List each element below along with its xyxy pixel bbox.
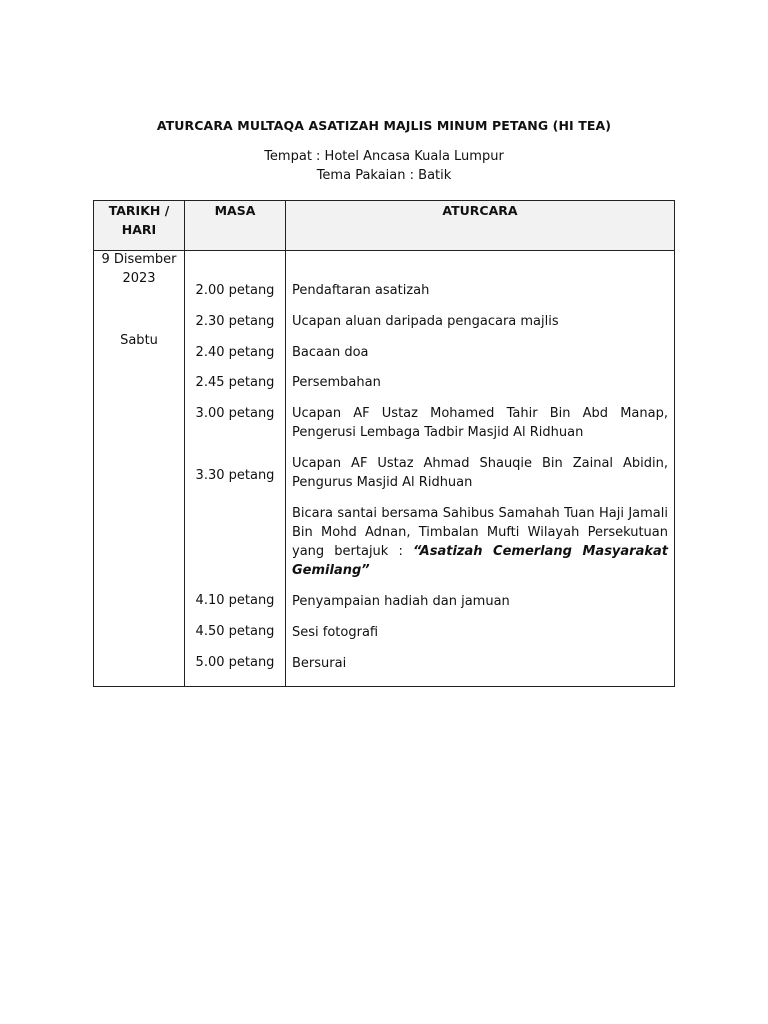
schedule-table bbox=[93, 200, 675, 687]
header-time: MASA bbox=[214, 203, 256, 218]
column-divider bbox=[184, 201, 185, 686]
header-program: ATURCARA bbox=[442, 203, 518, 218]
talk-title: “Asatizah Cemerlang Masyarakat Gemilang” bbox=[292, 544, 668, 578]
program-item: Sesi fotografi bbox=[292, 625, 379, 640]
header-date-day bbox=[94, 201, 184, 239]
program-item: Bersurai bbox=[292, 656, 347, 671]
program-item-talk bbox=[292, 504, 668, 580]
date-line2: 2023 bbox=[122, 271, 156, 286]
time-cell: 2.40 petang bbox=[195, 345, 275, 360]
column-divider bbox=[285, 201, 286, 686]
date-cell bbox=[94, 250, 184, 288]
time-cell: 2.45 petang bbox=[195, 375, 275, 390]
program-item: Ucapan AF Ustaz Mohamed Tahir Bin Abd Manap, Pengerusi Lembaga Tadbir Masjid Al Ridhuan bbox=[292, 406, 668, 440]
program-item: Pendaftaran asatizah bbox=[292, 283, 430, 298]
header-date-day-line1: TARIKH / bbox=[108, 203, 170, 218]
program-item: Penyampaian hadiah dan jamuan bbox=[292, 594, 510, 609]
document-title: ATURCARA MULTAQA ASATIZAH MAJLIS MINUM PETANG (HI TEA) bbox=[156, 118, 612, 133]
time-cell: 3.00 petang bbox=[195, 406, 275, 421]
date-line1: 9 Disember bbox=[101, 252, 177, 267]
program-item: Persembahan bbox=[292, 375, 381, 390]
talk-text: Bicara santai bersama Sahibus Samahah Tuan Haji Jamali Bin Mohd Adnan, Timbalan Mufti Wilayah Persekutuan yang bertajuk : bbox=[292, 506, 668, 559]
time-cell: 4.10 petang bbox=[195, 593, 275, 608]
program-item: Bacaan doa bbox=[292, 345, 369, 360]
program-item: Ucapan AF Ustaz Ahmad Shauqie Bin Zainal Abidin, Pengurus Masjid Al Ridhuan bbox=[292, 456, 668, 490]
time-cell: 2.30 petang bbox=[195, 314, 275, 329]
venue-line: Tempat : Hotel Ancasa Kuala Lumpur bbox=[264, 149, 504, 164]
header-date-day-line2: HARI bbox=[121, 222, 157, 237]
program-item: Ucapan aluan daripada pengacara majlis bbox=[292, 314, 559, 329]
time-cell: 2.00 petang bbox=[195, 283, 275, 298]
day-cell: Sabtu bbox=[120, 333, 158, 348]
time-cell: 4.50 petang bbox=[195, 624, 275, 639]
time-cell: 5.00 petang bbox=[195, 655, 275, 670]
time-cell: 3.30 petang bbox=[195, 468, 275, 483]
attire-line: Tema Pakaian : Batik bbox=[316, 168, 452, 183]
